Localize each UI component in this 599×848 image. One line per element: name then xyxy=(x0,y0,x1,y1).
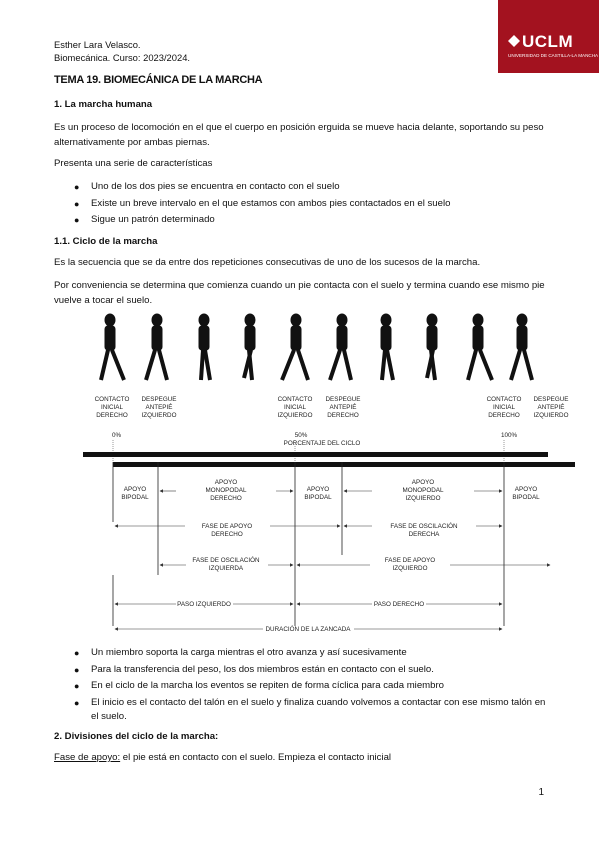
uclm-logo xyxy=(498,0,599,73)
list-item: ● En el ciclo de la marcha los eventos se repiten de forma cíclica para cada miembro xyxy=(54,679,549,694)
pct-start: 0% xyxy=(112,432,122,439)
term-fase-apoyo: Fase de apoyo: xyxy=(54,752,121,763)
walking-figures xyxy=(101,314,532,380)
bullet-icon: ● xyxy=(74,648,80,658)
list-item: ● Para la transferencia del peso, los dos miembros están en contacto con el suelo. xyxy=(54,663,549,678)
paragraph: Es un proceso de locomoción en el que el cuerpo en posición erguida se mueve hacia delante, soportando su peso alternativamente por ambas piernas. xyxy=(54,122,544,148)
bullet-icon: ● xyxy=(74,215,80,225)
pct-mid: 50% xyxy=(294,432,308,439)
author: Esther Lara Velasco. xyxy=(54,39,141,50)
list-item: ● El inicio es el contacto del talón en el suelo y finaliza cuando volvemos a contactar con ese mismo talón en el suelo. xyxy=(74,696,546,722)
svg-text:DESPEGUEANTEPIÉIZQUIERDO: DESPEGUE ANTEPIÉ IZQUIERDO xyxy=(533,396,569,419)
svg-text:FASE DE APOYODERECHO: FASE DE APOYO DERECHO xyxy=(201,523,253,538)
svg-text:APOYOBIPODAL: APOYO BIPODAL xyxy=(304,486,332,501)
svg-text:APOYOMONOPODALDERECHO: APOYO MONOPODAL DERECHO xyxy=(205,479,247,502)
svg-text:DESPEGUEANTEPIÉIZQUIERDO: DESPEGUE ANTEPIÉ IZQUIERDO xyxy=(141,396,177,419)
svg-text:CONTACTOINICIALDERECHO: CONTACTO INICIAL DERECHO xyxy=(94,396,130,419)
gait-notes-list xyxy=(54,646,549,727)
svg-text:CONTACTOINICIALDERECHO: CONTACTO INICIAL DERECHO xyxy=(486,396,522,419)
walker-figure xyxy=(381,314,393,380)
event-labels xyxy=(95,396,569,419)
walker-figure xyxy=(244,314,255,380)
walker-figure xyxy=(330,314,351,380)
list-item: ● Uno de los dos pies se encuentra en contacto con el suelo xyxy=(54,180,549,195)
svg-text:FASE DE APOYOIZQUIERDO: FASE DE APOYO IZQUIERDO xyxy=(384,557,436,572)
duracion-zancada: DURACIÓN DE LA ZANCADA xyxy=(265,626,351,633)
svg-text:FASE DE OSCILACIÓNIZQUIERDA: FASE DE OSCILACIÓN IZQUIERDA xyxy=(192,557,260,572)
course: Biomecánica. Curso: 2023/2024. xyxy=(54,52,191,63)
bullet-icon: ● xyxy=(74,664,80,675)
page-number: 1 xyxy=(538,787,544,798)
section-heading-2: 2. Divisiones del ciclo de la marcha: xyxy=(54,731,219,742)
cycle-bar-top xyxy=(83,452,548,457)
characteristics-list xyxy=(54,180,549,230)
svg-text:DESPEGUEANTEPIÉDERECHO: DESPEGUE ANTEPIÉ DERECHO xyxy=(325,396,361,419)
svg-text:APOYOBIPODAL: APOYO BIPODAL xyxy=(121,486,149,501)
pct-end: 100% xyxy=(500,432,518,439)
paragraph: Presenta una serie de características xyxy=(54,158,213,169)
walker-figure xyxy=(282,314,308,380)
paso-izquierdo: PASO IZQUIERDO xyxy=(177,601,231,608)
svg-text:FASE DE OSCILACIÓNDERECHA: FASE DE OSCILACIÓN DERECHA xyxy=(390,523,458,538)
svg-text:APOYOMONOPODALIZQUIERDO: APOYO MONOPODAL IZQUIERDO xyxy=(402,479,444,502)
logo-text: UCLM xyxy=(522,32,574,51)
list-item: ● Un miembro soporta la carga mientras el otro avanza y así sucesivamente xyxy=(54,646,549,661)
walker-figure xyxy=(468,314,492,380)
bullet-icon: ● xyxy=(74,697,80,708)
section-heading-1-1: 1.1. Ciclo de la marcha xyxy=(54,236,158,247)
bullet-icon: ● xyxy=(74,182,80,192)
bullet-icon: ● xyxy=(74,681,80,691)
paragraph: Fase de apoyo: el pie está en contacto con el suelo. Empieza el contacto inicial xyxy=(54,752,392,763)
walker-figure xyxy=(101,314,124,380)
walker-figure xyxy=(199,314,210,380)
gait-cycle-figure xyxy=(80,310,585,640)
walker-figure xyxy=(146,314,167,380)
bullet-icon: ● xyxy=(74,198,80,209)
paso-derecho: PASO DERECHO xyxy=(373,601,425,608)
svg-text:CONTACTOINICIALIZQUIERDO: CONTACTO INICIAL IZQUIERDO xyxy=(277,396,313,419)
list-item: ● Existe un breve intervalo en el que estamos con ambos pies contactados en el suelo xyxy=(54,197,549,212)
pct-label: PORCENTAJE DEL CICLO xyxy=(283,440,361,447)
document-title: TEMA 19. BIOMECÁNICA DE LA MARCHA xyxy=(54,74,263,86)
walker-figure xyxy=(511,314,532,380)
paragraph: Es la secuencia que se da entre dos repeticiones consecutivas de uno de los sucesos de la marcha. xyxy=(54,257,481,268)
logo-mark-icon xyxy=(508,35,520,47)
logo-subtitle: UNIVERSIDAD DE CASTILLA-LA MANCHA xyxy=(508,53,599,58)
walker-figure xyxy=(427,314,437,380)
cycle-bar-bottom xyxy=(113,462,575,467)
document-header xyxy=(54,38,190,64)
paragraph: Por conveniencia se determina que comienza cuando un pie contacta con el suelo y termina cuando ese mismo pie vuelve a tocar el suelo. xyxy=(54,280,545,306)
list-item: ● Sigue un patrón determinado xyxy=(54,213,549,228)
svg-text:APOYOBIPODAL: APOYO BIPODAL xyxy=(512,486,540,501)
section-heading-1: 1. La marcha humana xyxy=(54,99,153,110)
